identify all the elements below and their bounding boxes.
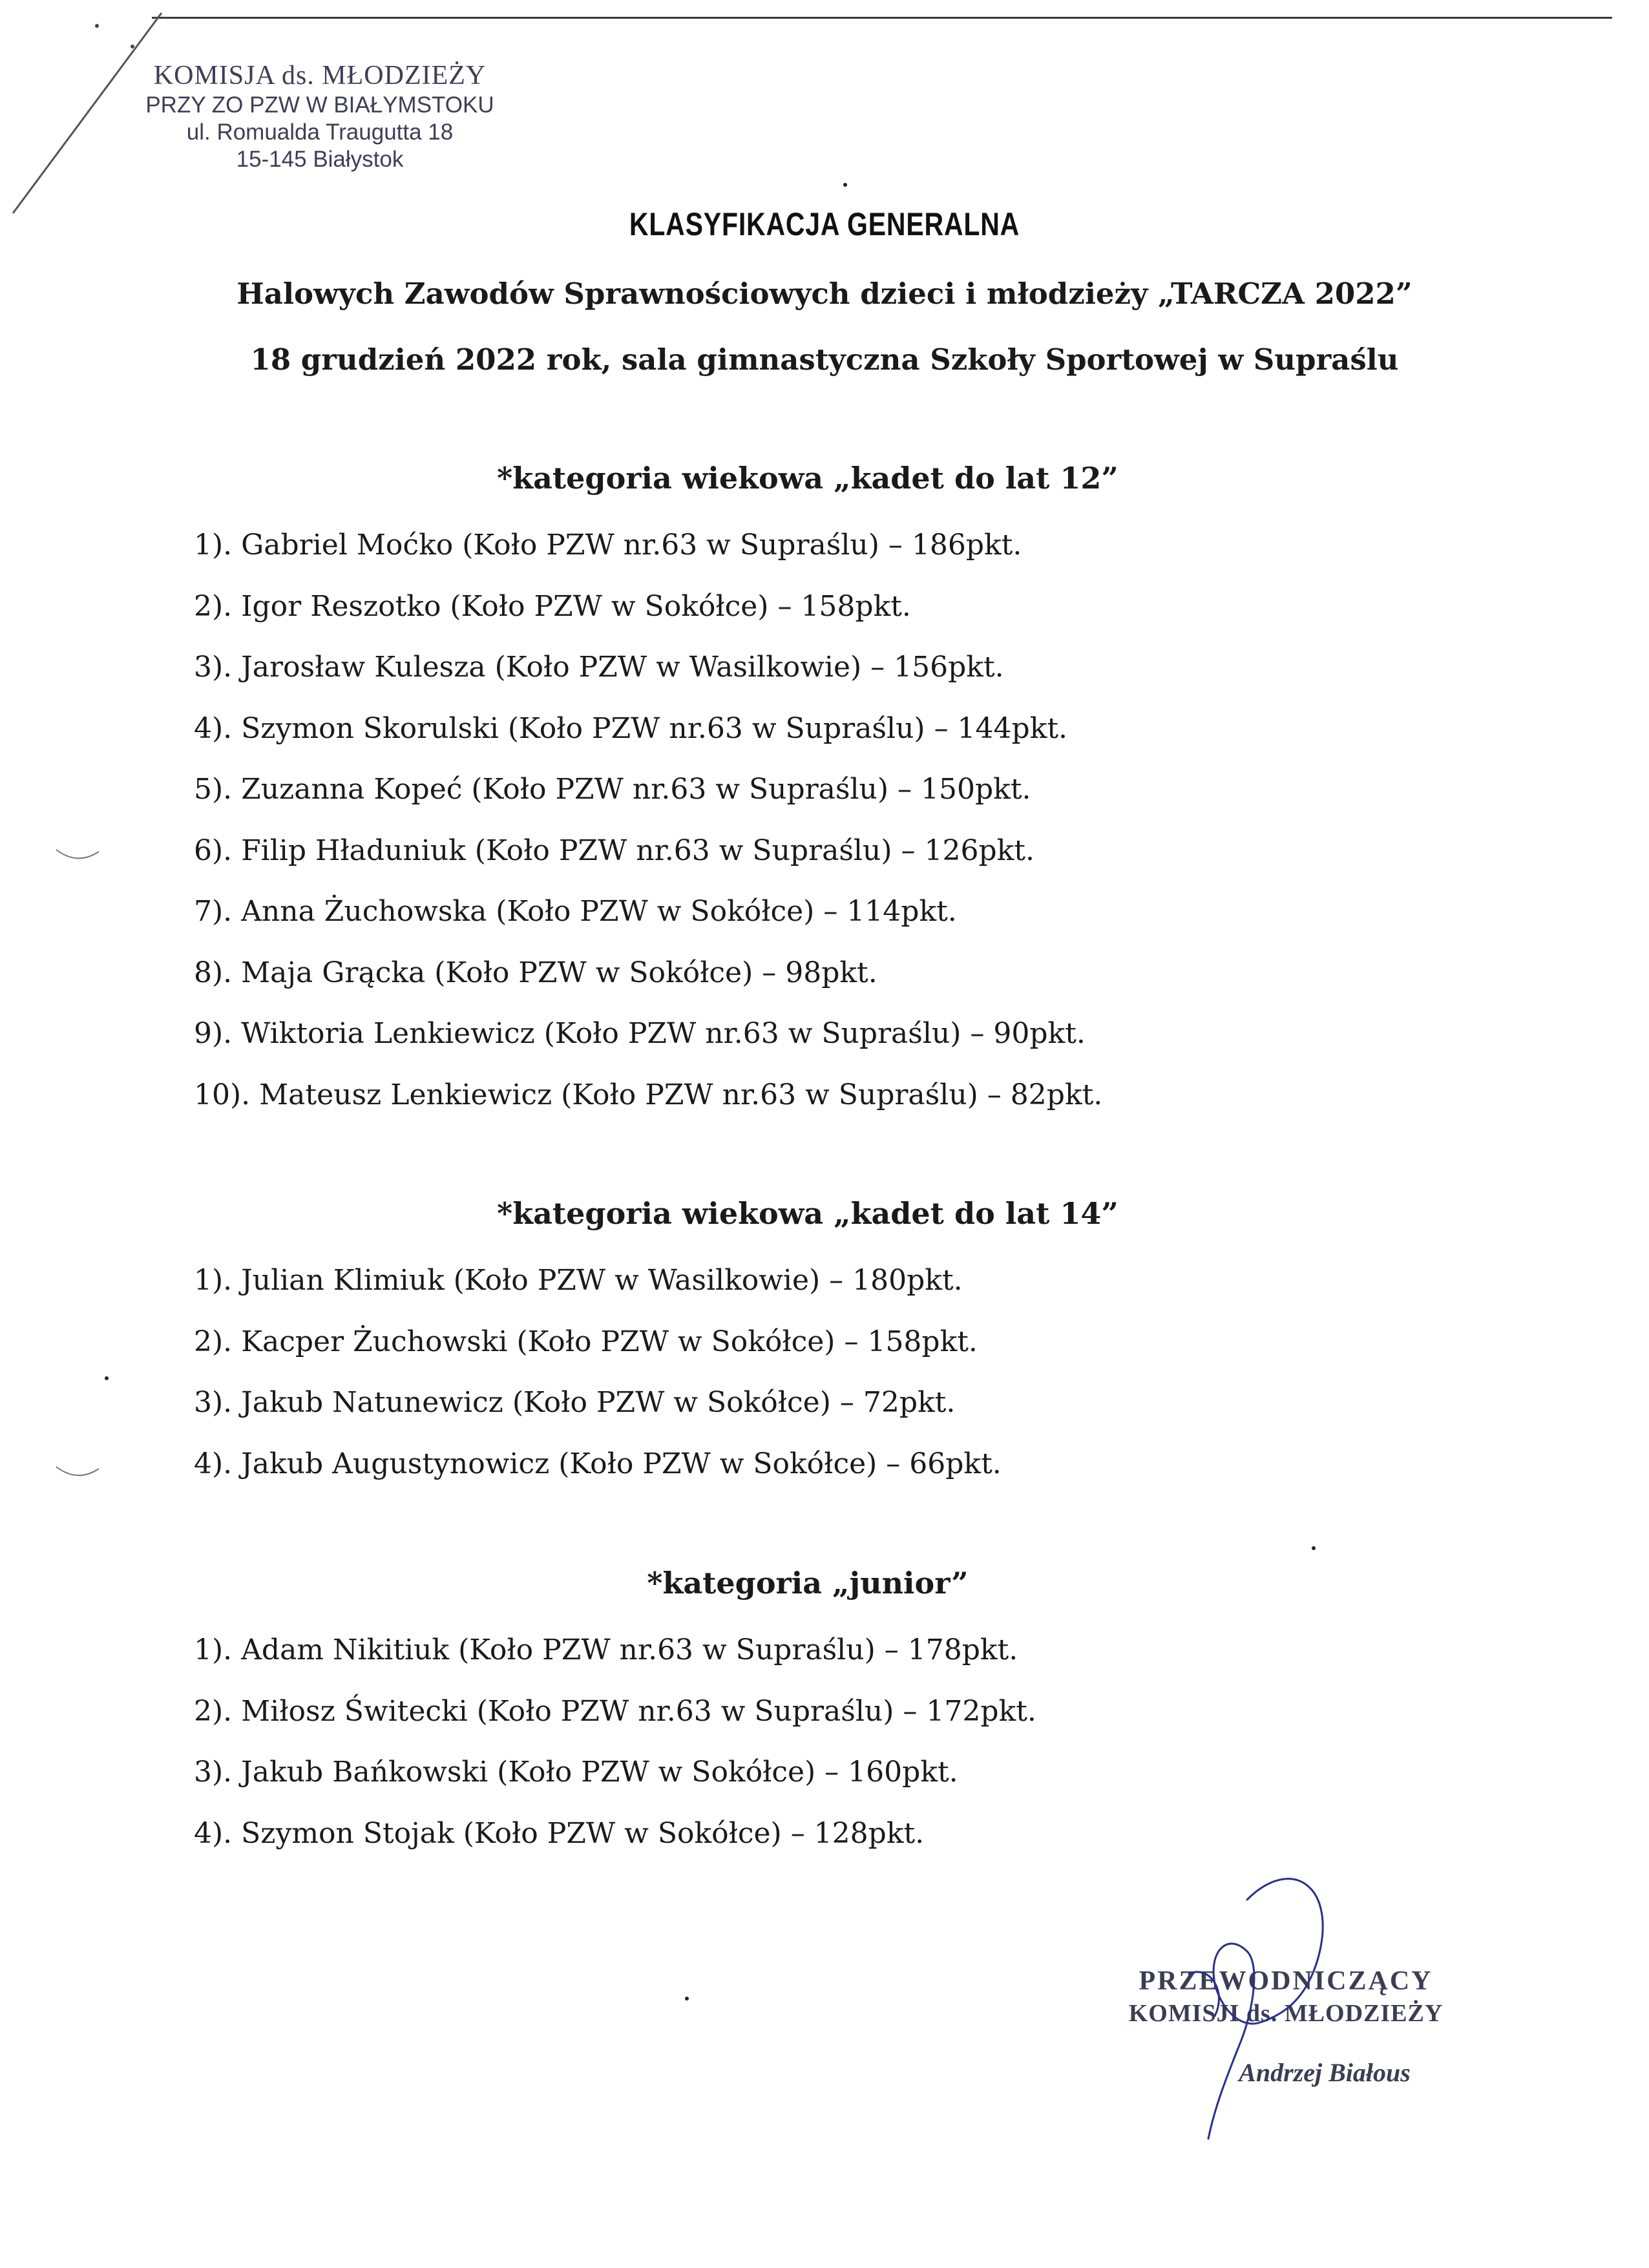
scan-speck <box>105 1376 109 1380</box>
document-subtitle: Halowych Zawodów Sprawnościowych dzieci i młodzieży „TARCZA 2022” <box>236 277 1413 311</box>
category-heading: *kategoria „junior” <box>647 1566 969 1601</box>
result-entry: 1). Julian Klimiuk (Koło PZW w Wasilkowie) – 180pkt. <box>194 1264 963 1297</box>
result-entry: 1). Adam Nikitiuk (Koło PZW nr.63 w Supraślu) – 178pkt. <box>194 1633 1018 1666</box>
result-entry: 6). Filip Hładuniuk (Koło PZW nr.63 w Supraślu) – 126pkt. <box>194 834 1035 867</box>
result-entry: 2). Miłosz Świtecki (Koło PZW nr.63 w Supraślu) – 172pkt. <box>194 1694 1036 1728</box>
handwritten-signature <box>1150 1861 1344 2145</box>
stamp-subtitle: KOMISJI ds. MŁODZIEŻY <box>1128 2000 1444 2027</box>
result-entry: 5). Zuzanna Kopeć (Koło PZW nr.63 w Supraślu) – 150pkt. <box>194 773 1031 806</box>
document-title: KLASYFIKACJA GENERALNA <box>629 206 1020 242</box>
result-entry: 3). Jakub Bańkowski (Koło PZW w Sokółce) – 160pkt. <box>194 1756 958 1789</box>
category-section <box>194 1191 1422 1495</box>
document-subtitle: 18 grudzień 2022 rok, sala gimnastyczna Szkoły Sportowej w Supraślu <box>250 342 1399 377</box>
result-entry: 9). Wiktoria Lenkiewicz (Koło PZW nr.63 w Supraślu) – 90pkt. <box>194 1017 1086 1050</box>
category-section <box>194 1560 1422 1864</box>
scan-edge-line <box>152 17 1612 19</box>
category-heading: *kategoria wiekowa „kadet do lat 12” <box>497 461 1119 496</box>
result-entry: 4). Jakub Augustynowicz (Koło PZW w Sokółce) – 66pkt. <box>194 1447 1002 1480</box>
organization-stamp <box>139 59 501 173</box>
stamp-line: 15-145 Białystok <box>236 147 404 172</box>
result-entry: 4). Szymon Stojak (Koło PZW w Sokółce) – 128pkt. <box>194 1816 925 1850</box>
scan-speck <box>843 183 847 187</box>
result-entry: 10). Mateusz Lenkiewicz (Koło PZW nr.63 w Supraślu) – 82pkt. <box>194 1078 1103 1111</box>
results-list <box>194 1620 1422 1864</box>
stamp-line: PRZY ZO PZW W BIAŁYMSTOKU <box>145 92 494 118</box>
result-entry: 7). Anna Żuchowska (Koło PZW w Sokółce) – 114pkt. <box>194 895 957 928</box>
result-entry: 3). Jakub Natunewicz (Koło PZW w Sokółce) – 72pkt. <box>194 1386 956 1419</box>
scan-speck <box>1312 1546 1316 1550</box>
result-entry: 8). Maja Grącka (Koło PZW w Sokółce) – 98pkt. <box>194 956 877 989</box>
result-entry: 4). Szymon Skorulski (Koło PZW nr.63 w Supraślu) – 144pkt. <box>194 711 1068 745</box>
result-entry: 3). Jarosław Kulesza (Koło PZW w Wasilkowie) – 156pkt. <box>194 651 1004 684</box>
result-entry: 1). Gabriel Moćko (Koło PZW nr.63 w Supraślu) – 186pkt. <box>194 529 1022 562</box>
stamp-title: PRZEWODNICZĄCY <box>1139 1966 1433 1996</box>
result-entry: 2). Igor Reszotko (Koło PZW w Sokółce) – 158pkt. <box>194 589 911 623</box>
scan-speck <box>685 1997 689 2000</box>
stamp-line: KOMISJA ds. MŁODZIEŻY <box>153 61 487 90</box>
stamp-line: ul. Romualda Traugutta 18 <box>186 120 454 145</box>
margin-mark <box>55 1464 100 1483</box>
results-list <box>194 515 1422 1126</box>
stamp-name: Andrzej Białous <box>1239 2058 1411 2087</box>
result-entry: 2). Kacper Żuchowski (Koło PZW w Sokółce) – 158pkt. <box>194 1325 978 1358</box>
margin-mark <box>55 846 100 866</box>
category-heading: *kategoria wiekowa „kadet do lat 14” <box>497 1196 1119 1231</box>
category-section <box>194 456 1422 1126</box>
results-list <box>194 1250 1422 1495</box>
